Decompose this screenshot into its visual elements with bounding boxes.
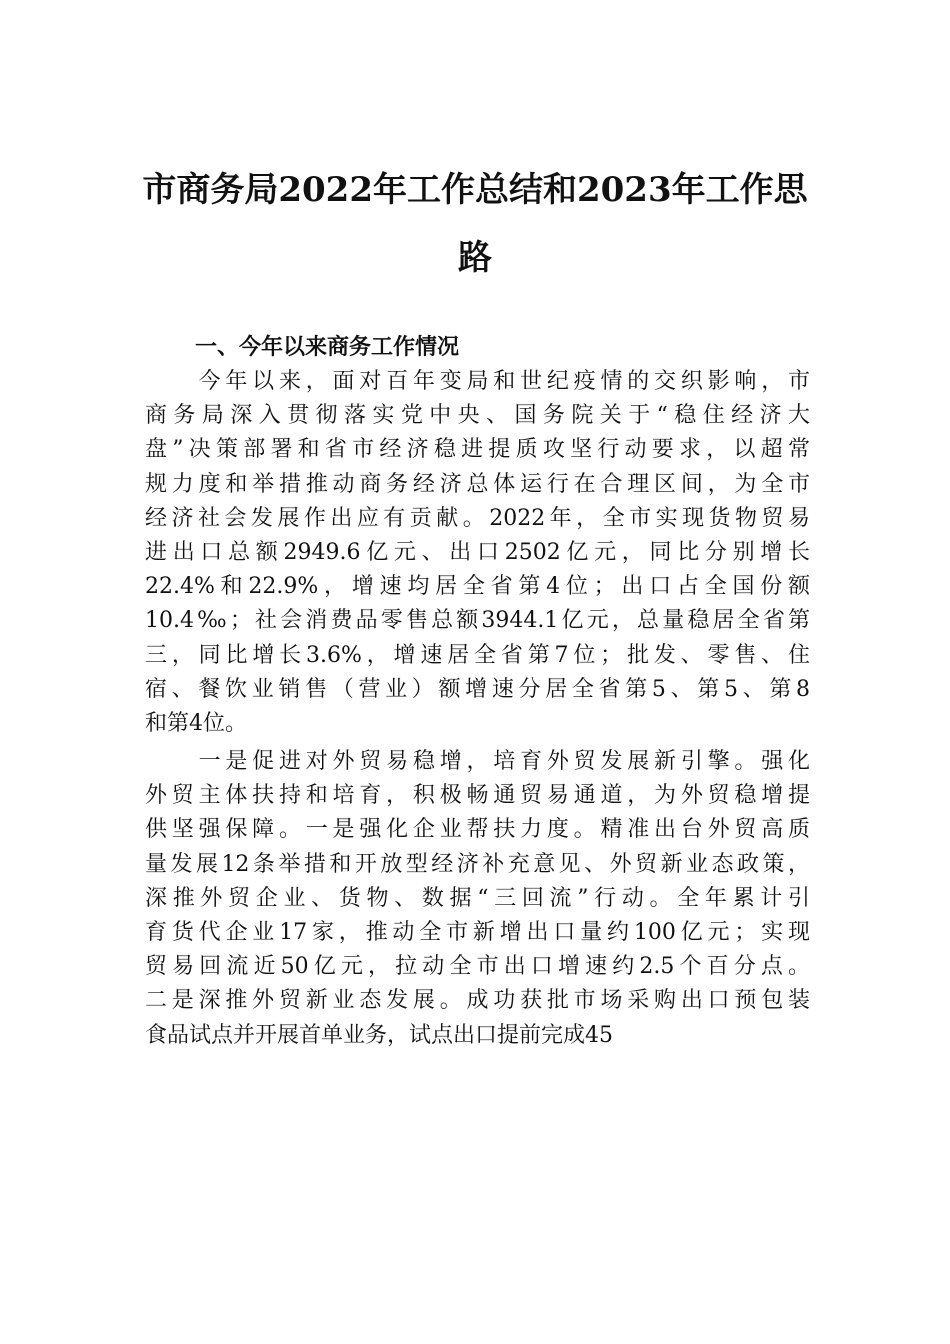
paragraph-line: 22.4%和22.9%，增速均居全省第4位；出口占全国份额 <box>145 574 810 600</box>
paragraph-line: 10.4‰；社会消费品零售总额3944.1亿元，总量稳居全省第 <box>145 608 810 634</box>
paragraph-line: 供坚强保障。一是强化企业帮扶力度。精准出台外贸高质 <box>145 817 810 843</box>
paragraph-overview <box>145 365 810 741</box>
paragraph-line: 外贸主体扶持和培育，积极畅通贸易通道，为外贸稳增提 <box>145 783 810 809</box>
paragraph-line: 一是促进对外贸易稳增，培育外贸发展新引擎。强化 <box>145 749 810 774</box>
paragraph-line: 食品试点并开展首单业务，试点出口提前完成45 <box>145 1022 613 1048</box>
paragraph-foreign-trade <box>145 745 810 1053</box>
paragraph-line: 宿、餐饮业销售（营业）额增速分居全省第5、第5、第8 <box>145 676 810 702</box>
paragraph-line: 贸易回流近50亿元，拉动全市出口增速约2.5个百分点。 <box>145 954 810 980</box>
paragraph-line: 三，同比增长3.6%，增速居全省第7位；批发、零售、住 <box>145 642 810 668</box>
paragraph-line: 今年以来，面对百年变局和世纪疫情的交织影响，市 <box>145 369 810 394</box>
paragraph-line: 商务局深入贯彻落实党中央、国务院关于“稳住经济大 <box>145 403 810 429</box>
paragraph-line: 规力度和举措推动商务经济总体运行在合理区间，为全市 <box>145 471 810 497</box>
paragraph-line: 二是深推外贸新业态发展。成功获批市场采购出口预包装 <box>145 988 810 1014</box>
paragraph-line: 经济社会发展作出应有贡献。2022年，全市实现货物贸易 <box>145 505 810 531</box>
paragraph-line: 量发展12条举措和开放型经济补充意见、外贸新业态政策， <box>145 851 810 877</box>
document-title-line1: 市商务局2022年工作总结和2023年工作思 <box>142 170 808 210</box>
paragraph-line: 育货代企业17家，推动全市新增出口量约100亿元；实现 <box>145 919 810 945</box>
paragraph-line: 深推外贸企业、货物、数据“三回流”行动。全年累计引 <box>145 885 810 911</box>
paragraph-line: 进出口总额2949.6亿元、出口2502亿元，同比分别增长 <box>145 539 810 565</box>
document-title-line2: 路 <box>458 238 492 278</box>
paragraph-line: 和第4位。 <box>145 710 247 736</box>
paragraph-line: 盘”决策部署和省市经济稳进提质攻坚行动要求，以超常 <box>145 437 810 463</box>
section-heading: 一、今年以来商务工作情况 <box>195 335 460 360</box>
